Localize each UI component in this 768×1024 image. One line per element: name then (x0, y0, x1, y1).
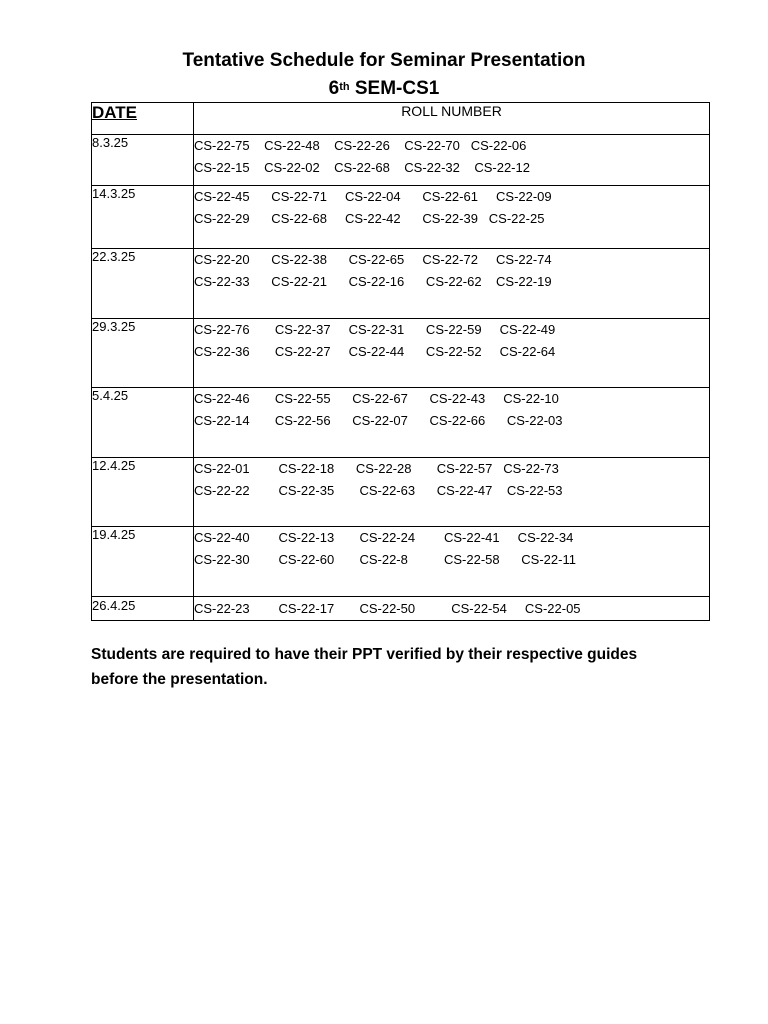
row-date: 12.4.25 (92, 458, 194, 527)
row-roll-numbers (194, 249, 710, 319)
semester-class: SEM-CS1 (349, 78, 440, 99)
roll-numbers-line: CS-22-01 CS-22-18 CS-22-28 CS-22-57 CS-22-73 (194, 461, 559, 476)
row-roll-numbers (194, 186, 710, 249)
row-date: 29.3.25 (92, 319, 194, 388)
roll-numbers-line: CS-22-23 CS-22-17 CS-22-50 CS-22-54 CS-22-05 (194, 601, 581, 616)
roll-numbers-line: CS-22-15 CS-22-02 CS-22-68 CS-22-32 CS-22-12 (194, 160, 530, 175)
roll-numbers-line: CS-22-46 CS-22-55 CS-22-67 CS-22-43 CS-22-10 (194, 391, 559, 406)
row-roll-numbers (194, 135, 710, 186)
roll-numbers-line: CS-22-22 CS-22-35 CS-22-63 CS-22-47 CS-22-53 (194, 483, 563, 498)
column-header-roll-number: ROLL NUMBER (194, 103, 710, 135)
document-title: Tentative Schedule for Seminar Presentation (182, 50, 586, 71)
row-date: 22.3.25 (92, 249, 194, 319)
roll-numbers-line: CS-22-76 CS-22-37 CS-22-31 CS-22-59 CS-22-49 (194, 322, 556, 337)
row-date: 14.3.25 (92, 186, 194, 249)
row-roll-numbers (194, 319, 710, 388)
table-row (92, 319, 710, 388)
schedule-table (91, 102, 710, 621)
row-roll-numbers (194, 458, 710, 527)
instruction-note-line: Students are required to have their PPT verified by their respective guides (91, 646, 638, 663)
row-roll-numbers (194, 527, 710, 597)
roll-numbers-line: CS-22-40 CS-22-13 CS-22-24 CS-22-41 CS-22-34 (194, 530, 574, 545)
roll-numbers-line: CS-22-33 CS-22-21 CS-22-16 CS-22-62 CS-22-19 (194, 274, 552, 289)
table-row (92, 388, 710, 458)
table-row (92, 527, 710, 597)
table-row (92, 186, 710, 249)
table-row (92, 597, 710, 621)
column-header-date: DATE (92, 103, 194, 135)
roll-numbers-line: CS-22-75 CS-22-48 CS-22-26 CS-22-70 CS-22-06 (194, 138, 527, 153)
table-row (92, 249, 710, 319)
roll-numbers-line: CS-22-14 CS-22-56 CS-22-07 CS-22-66 CS-22-03 (194, 413, 563, 428)
roll-numbers-line: CS-22-36 CS-22-27 CS-22-44 CS-22-52 CS-22-64 (194, 344, 556, 359)
row-date: 8.3.25 (92, 135, 194, 186)
roll-numbers-line: CS-22-29 CS-22-68 CS-22-42 CS-22-39 CS-22-25 (194, 211, 545, 226)
table-header-row (92, 103, 710, 135)
row-date: 26.4.25 (92, 597, 194, 621)
instruction-note-line: before the presentation. (91, 671, 268, 688)
roll-numbers-line: CS-22-30 CS-22-60 CS-22-8 CS-22-58 CS-22-11 (194, 552, 576, 567)
row-roll-numbers (194, 388, 710, 458)
row-roll-numbers (194, 597, 710, 621)
roll-numbers-line: CS-22-20 CS-22-38 CS-22-65 CS-22-72 CS-22-74 (194, 252, 552, 267)
table-row (92, 458, 710, 527)
roll-numbers-line: CS-22-45 CS-22-71 CS-22-04 CS-22-61 CS-22-09 (194, 189, 552, 204)
semester-heading (0, 77, 768, 101)
row-date: 5.4.25 (92, 388, 194, 458)
table-row (92, 135, 710, 186)
semester-ordinal-suffix: th (339, 81, 350, 93)
row-date: 19.4.25 (92, 527, 194, 597)
semester-number: 6 (328, 78, 340, 99)
instruction-note (91, 642, 691, 692)
